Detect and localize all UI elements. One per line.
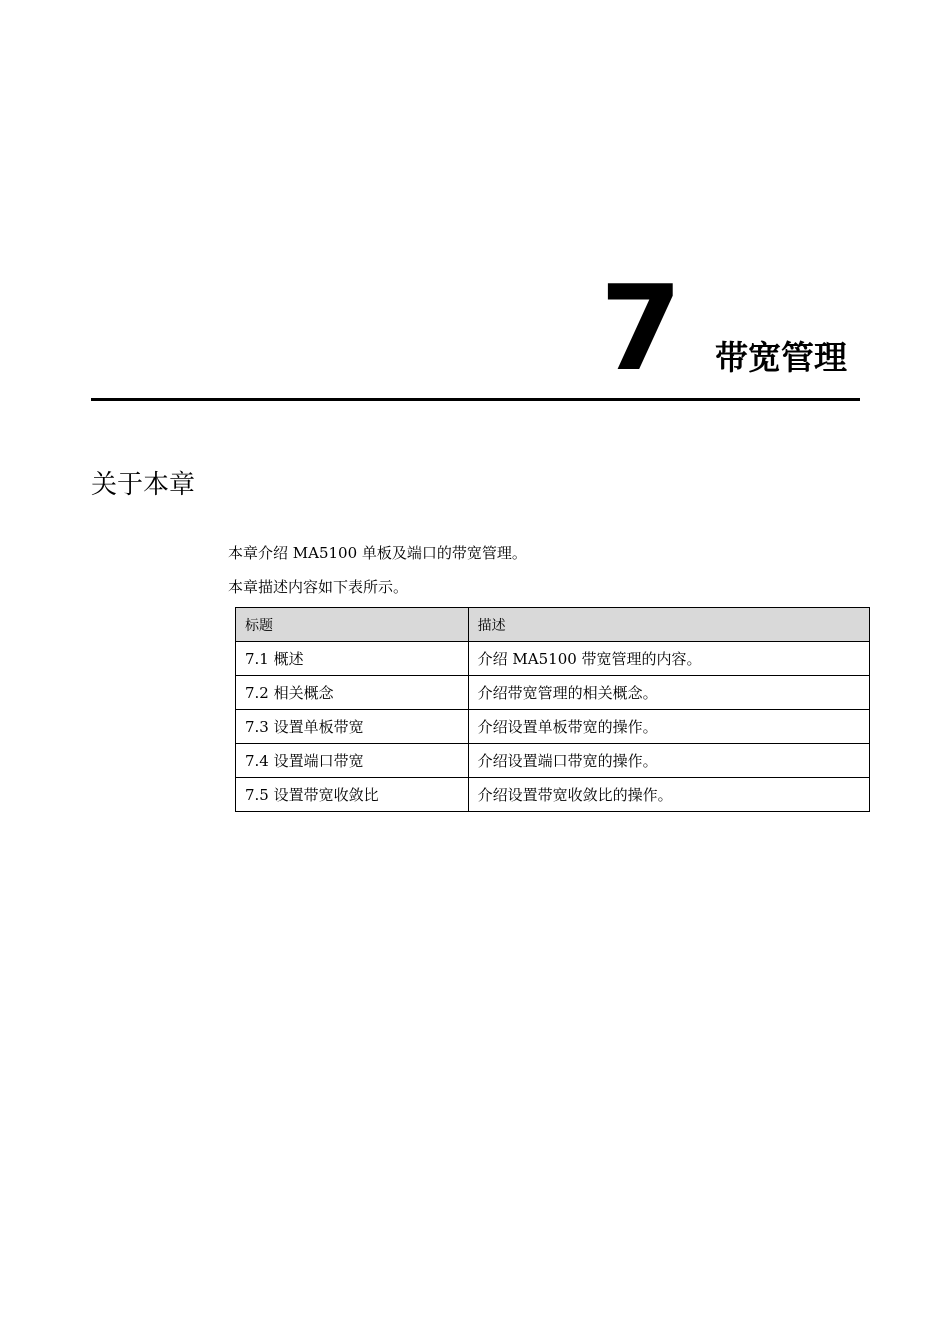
table-row xyxy=(236,676,870,710)
row-title-cell[interactable]: 7.3 设置单板带宽 xyxy=(236,710,469,744)
intro-paragraph: 本章介绍 MA5100 单板及端口的带宽管理。 xyxy=(228,544,527,562)
table-row xyxy=(236,744,870,778)
row-title-cell[interactable]: 7.1 概述 xyxy=(236,642,469,676)
row-description-cell: 介绍设置端口带宽的操作。 xyxy=(468,744,869,778)
row-title-cell[interactable]: 7.2 相关概念 xyxy=(236,676,469,710)
row-description-cell: 介绍设置带宽收敛比的操作。 xyxy=(468,778,869,812)
row-description-cell: 介绍设置单板带宽的操作。 xyxy=(468,710,869,744)
row-title-cell[interactable]: 7.5 设置带宽收敛比 xyxy=(236,778,469,812)
chapter-divider xyxy=(91,398,860,401)
row-description-cell: 介绍带宽管理的相关概念。 xyxy=(468,676,869,710)
table-header-row xyxy=(236,608,870,642)
column-header-description: 描述 xyxy=(468,608,869,642)
column-header-title: 标题 xyxy=(236,608,469,642)
row-title-cell[interactable]: 7.4 设置端口带宽 xyxy=(236,744,469,778)
section-heading: 关于本章 xyxy=(91,470,196,500)
chapter-contents-table xyxy=(235,607,870,812)
table-row xyxy=(236,710,870,744)
table-row xyxy=(236,642,870,676)
chapter-number: 7 xyxy=(600,259,681,397)
chapter-title: 带宽管理 xyxy=(715,338,847,377)
table-intro-paragraph: 本章描述内容如下表所示。 xyxy=(228,578,409,596)
table-row xyxy=(236,778,870,812)
row-description-cell: 介绍 MA5100 带宽管理的内容。 xyxy=(468,642,869,676)
